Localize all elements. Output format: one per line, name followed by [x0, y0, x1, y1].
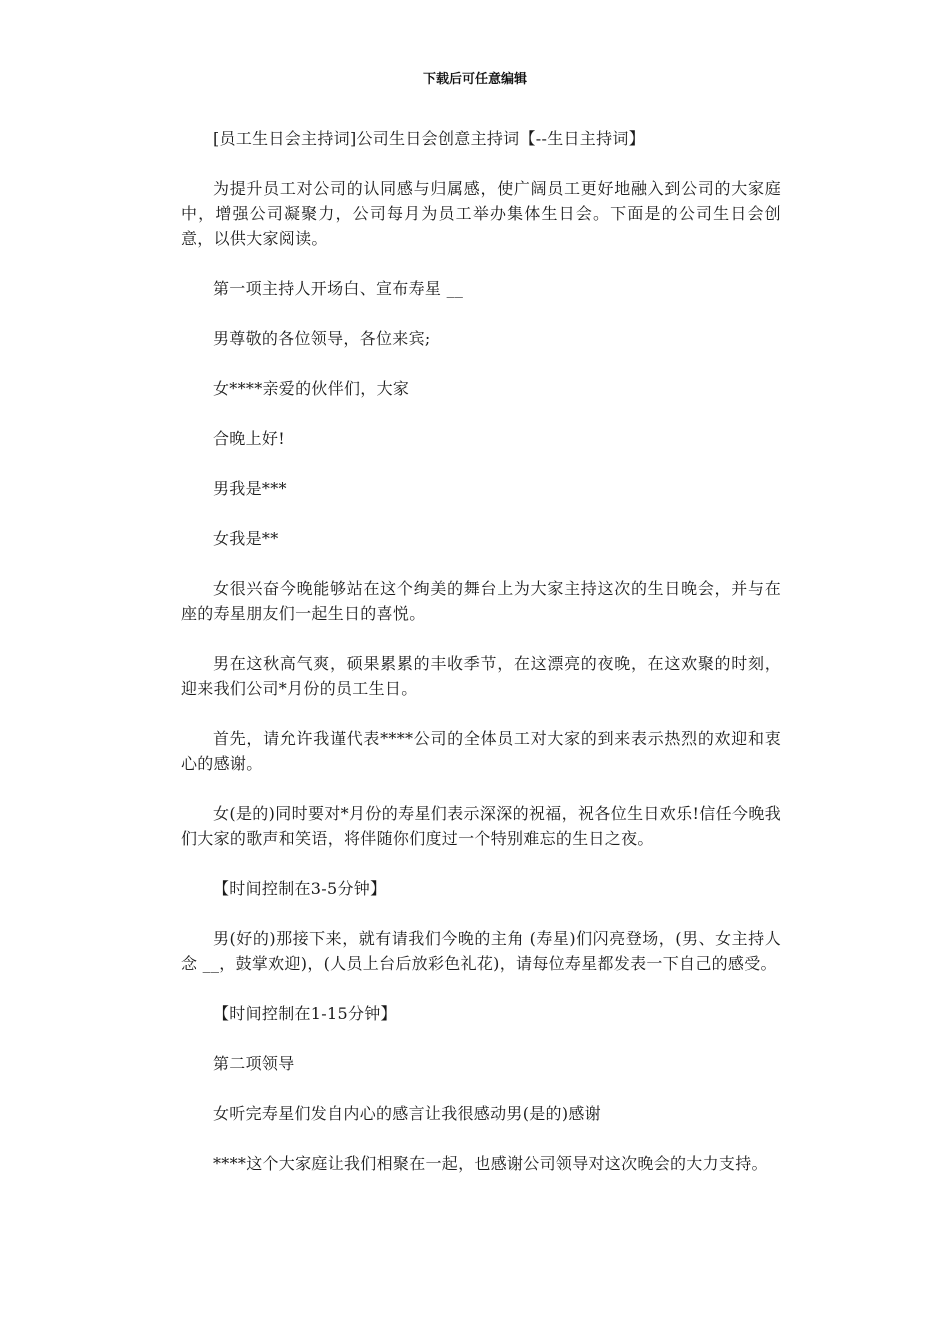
document-body: [181, 126, 781, 1201]
paragraph: 男尊敬的各位领导，各位来宾;: [213, 329, 431, 348]
paragraph: ****这个大家庭让我们相聚在一起，也感谢公司领导对这次晚会的大力支持。: [213, 1154, 768, 1173]
paragraph: 合晚上好!: [213, 429, 285, 448]
paragraph: 男在这秋高气爽，硕果累累的丰收季节，在这漂亮的夜晚，在这欢聚的时刻，迎来我们公司*月份的员工生日。: [181, 654, 781, 698]
page-header: 下载后可任意编辑: [422, 72, 527, 87]
paragraph: 女(是的)同时要对*月份的寿星们表示深深的祝福，祝各位生日欢乐!信任今晚我们大家的歌声和笑语，将伴随你们度过一个特别难忘的生日之夜。: [181, 804, 781, 848]
paragraph: 女很兴奋今晚能够站在这个绚美的舞台上为大家主持这次的生日晚会，并与在座的寿星朋友们一起生日的喜悦。: [181, 579, 781, 623]
paragraph-section-two: 第二项领导: [213, 1054, 295, 1073]
paragraph: 女我是**: [213, 529, 279, 548]
paragraph: 女****亲爱的伙伴们，大家: [213, 379, 410, 398]
time-control-note: 【时间控制在3-5分钟】: [213, 879, 387, 898]
time-control-note: 【时间控制在1-15分钟】: [213, 1004, 397, 1023]
paragraph: 男(好的)那接下来，就有请我们今晚的主角 (寿星)们闪亮登场，(男、女主持人念 __，鼓掌欢迎)，(人员上台后放彩色礼花)，请每位寿星都发表一下自己的感受。: [181, 929, 781, 973]
paragraph-section-one: 第一项主持人开场白、宣布寿星 __: [213, 279, 464, 298]
document-title: [员工生日会主持词]公司生日会创意主持词【--生日主持词】: [213, 129, 645, 148]
paragraph: 首先，请允许我谨代表****公司的全体员工对大家的到来表示热烈的欢迎和衷心的感谢。: [181, 729, 781, 773]
paragraph: 女听完寿星们发自内心的感言让我很感动男(是的)感谢: [213, 1104, 601, 1123]
paragraph: 男我是***: [213, 479, 287, 498]
paragraph-intro: 为提升员工对公司的认同感与归属感，使广阔员工更好地融入到公司的大家庭中，增强公司凝聚力，公司每月为员工举办集体生日会。下面是的公司生日会创意，以供大家阅读。: [181, 179, 781, 248]
